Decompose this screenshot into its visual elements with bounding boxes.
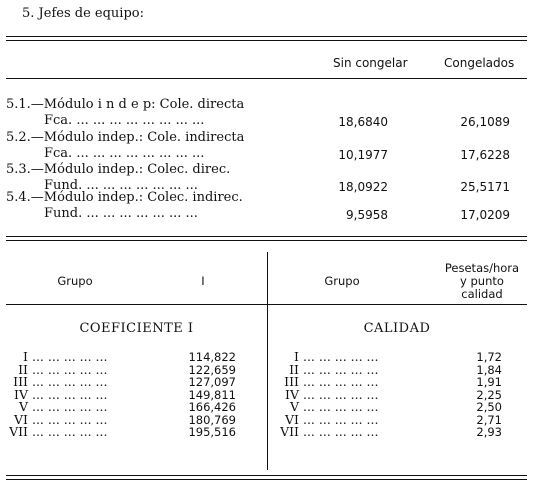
leader-dots: ... ... ... ... ...	[31, 386, 108, 402]
leader-dots: ... ... ... ... ...	[302, 386, 379, 402]
right-value-list	[452, 351, 502, 439]
coeficiente-value: 195,516	[188, 425, 236, 439]
value-sin-congelar: 18,0922	[338, 180, 388, 194]
group-roman: III	[13, 374, 28, 389]
right-header-line2: y punto	[460, 274, 504, 288]
row-label-line1: 5.2.—Módulo indep.: Cole. indirecta	[6, 130, 245, 145]
top-rule-2	[6, 40, 527, 41]
list-item	[275, 426, 378, 439]
group-roman: V	[18, 399, 28, 414]
calidad-value: 2,93	[476, 425, 502, 439]
group-roman: VI	[285, 411, 299, 427]
group-roman: VII	[9, 424, 28, 439]
row-label-line1: 5.4.—Módulo indep.: Colec. indirec.	[6, 190, 243, 205]
header-rule	[6, 78, 527, 79]
right-header-grupo: Grupo	[324, 274, 360, 288]
right-header-line3: calidad	[461, 287, 503, 301]
row-label-line2: Fca. ... ... ... ... ... ... ... ...	[44, 146, 205, 161]
calidad-value: 2,71	[476, 412, 502, 427]
right-subtitle: CALIDAD	[363, 321, 431, 336]
group-roman: VI	[14, 411, 28, 427]
list-item	[4, 426, 107, 439]
right-header-value	[432, 262, 532, 301]
value-congelados: 26,1089	[460, 115, 510, 129]
row-label-line1: 5.1.—Módulo i n d e p: Cole. directa	[6, 97, 245, 112]
group-roman: IV	[14, 386, 28, 402]
group-roman: I	[23, 349, 28, 364]
group-roman: II	[289, 361, 299, 377]
leader-dots: ... ... ... ... ...	[302, 411, 379, 427]
group-roman: V	[289, 399, 299, 414]
table-row	[6, 130, 244, 162]
bottom-rule-1	[6, 475, 527, 476]
value-sin-congelar: 18,6840	[338, 115, 388, 129]
value-congelados: 17,6228	[460, 148, 510, 162]
leader-dots: ... ... ... ... ...	[302, 374, 379, 389]
value-sin-congelar: 9,5958	[346, 208, 388, 222]
mid-rule-1	[6, 236, 527, 237]
leader-dots: ... ... ... ... ...	[302, 424, 379, 439]
left-group-list	[4, 351, 107, 439]
col-header-congelados: Congelados	[444, 56, 515, 70]
calidad-value: 2,25	[476, 387, 502, 402]
coeficiente-value: 122,659	[188, 362, 236, 377]
column-divider	[267, 252, 268, 470]
coeficiente-value: 114,822	[188, 350, 236, 364]
left-header-grupo: Grupo	[57, 274, 93, 288]
calidad-value: 1,84	[476, 362, 502, 377]
table-row	[6, 97, 244, 129]
group-roman: IV	[285, 386, 299, 402]
group-roman: VII	[280, 424, 299, 439]
top-rule-1	[6, 36, 527, 37]
group-roman: I	[294, 349, 299, 364]
left-value-list	[176, 351, 236, 439]
right-header-rule	[267, 304, 527, 305]
right-group-list	[275, 351, 378, 439]
table-row	[6, 190, 243, 222]
calidad-value: 1,91	[476, 375, 502, 389]
value-congelados: 25,5171	[460, 180, 510, 194]
calidad-value: 1,72	[476, 350, 502, 364]
coeficiente-value: 149,811	[188, 387, 236, 402]
leader-dots: ... ... ... ... ...	[31, 374, 108, 389]
leader-dots: ... ... ... ... ...	[31, 349, 108, 364]
row-label-line2: Fund. ... ... ... ... ... ... ...	[44, 206, 198, 221]
leader-dots: ... ... ... ... ...	[302, 361, 379, 377]
leader-dots: ... ... ... ... ...	[302, 399, 379, 414]
value-congelados: 17,0209	[460, 208, 510, 222]
row-label-line1: 5.3.—Módulo indep.: Colec. direc.	[6, 162, 231, 177]
left-header-value: I	[201, 274, 205, 288]
coeficiente-value: 180,769	[188, 412, 236, 427]
leader-dots: ... ... ... ... ...	[31, 399, 108, 414]
col-header-sin-congelar: Sin congelar	[333, 56, 408, 70]
bottom-rule-2	[6, 479, 527, 480]
left-header-rule	[6, 304, 267, 305]
value-sin-congelar: 10,1977	[338, 148, 388, 162]
group-roman: II	[18, 361, 28, 377]
leader-dots: ... ... ... ... ...	[31, 411, 108, 427]
leader-dots: ... ... ... ... ...	[302, 349, 379, 364]
left-subtitle: COEFICIENTE I	[79, 321, 194, 336]
right-header-line1: Pesetas/hora	[444, 261, 520, 275]
coeficiente-value: 127,097	[188, 375, 236, 389]
leader-dots: ... ... ... ... ...	[31, 361, 108, 377]
section-title: 5. Jefes de equipo:	[22, 6, 144, 21]
calidad-value: 2,50	[476, 400, 502, 414]
row-label-line2: Fca. ... ... ... ... ... ... ... ...	[44, 113, 205, 128]
group-roman: III	[284, 374, 299, 389]
leader-dots: ... ... ... ... ...	[31, 424, 108, 439]
row-label-line2: Fund. ... ... ... ... ... ... ...	[44, 178, 198, 193]
coeficiente-value: 166,426	[188, 400, 236, 414]
mid-rule-2	[6, 240, 527, 241]
